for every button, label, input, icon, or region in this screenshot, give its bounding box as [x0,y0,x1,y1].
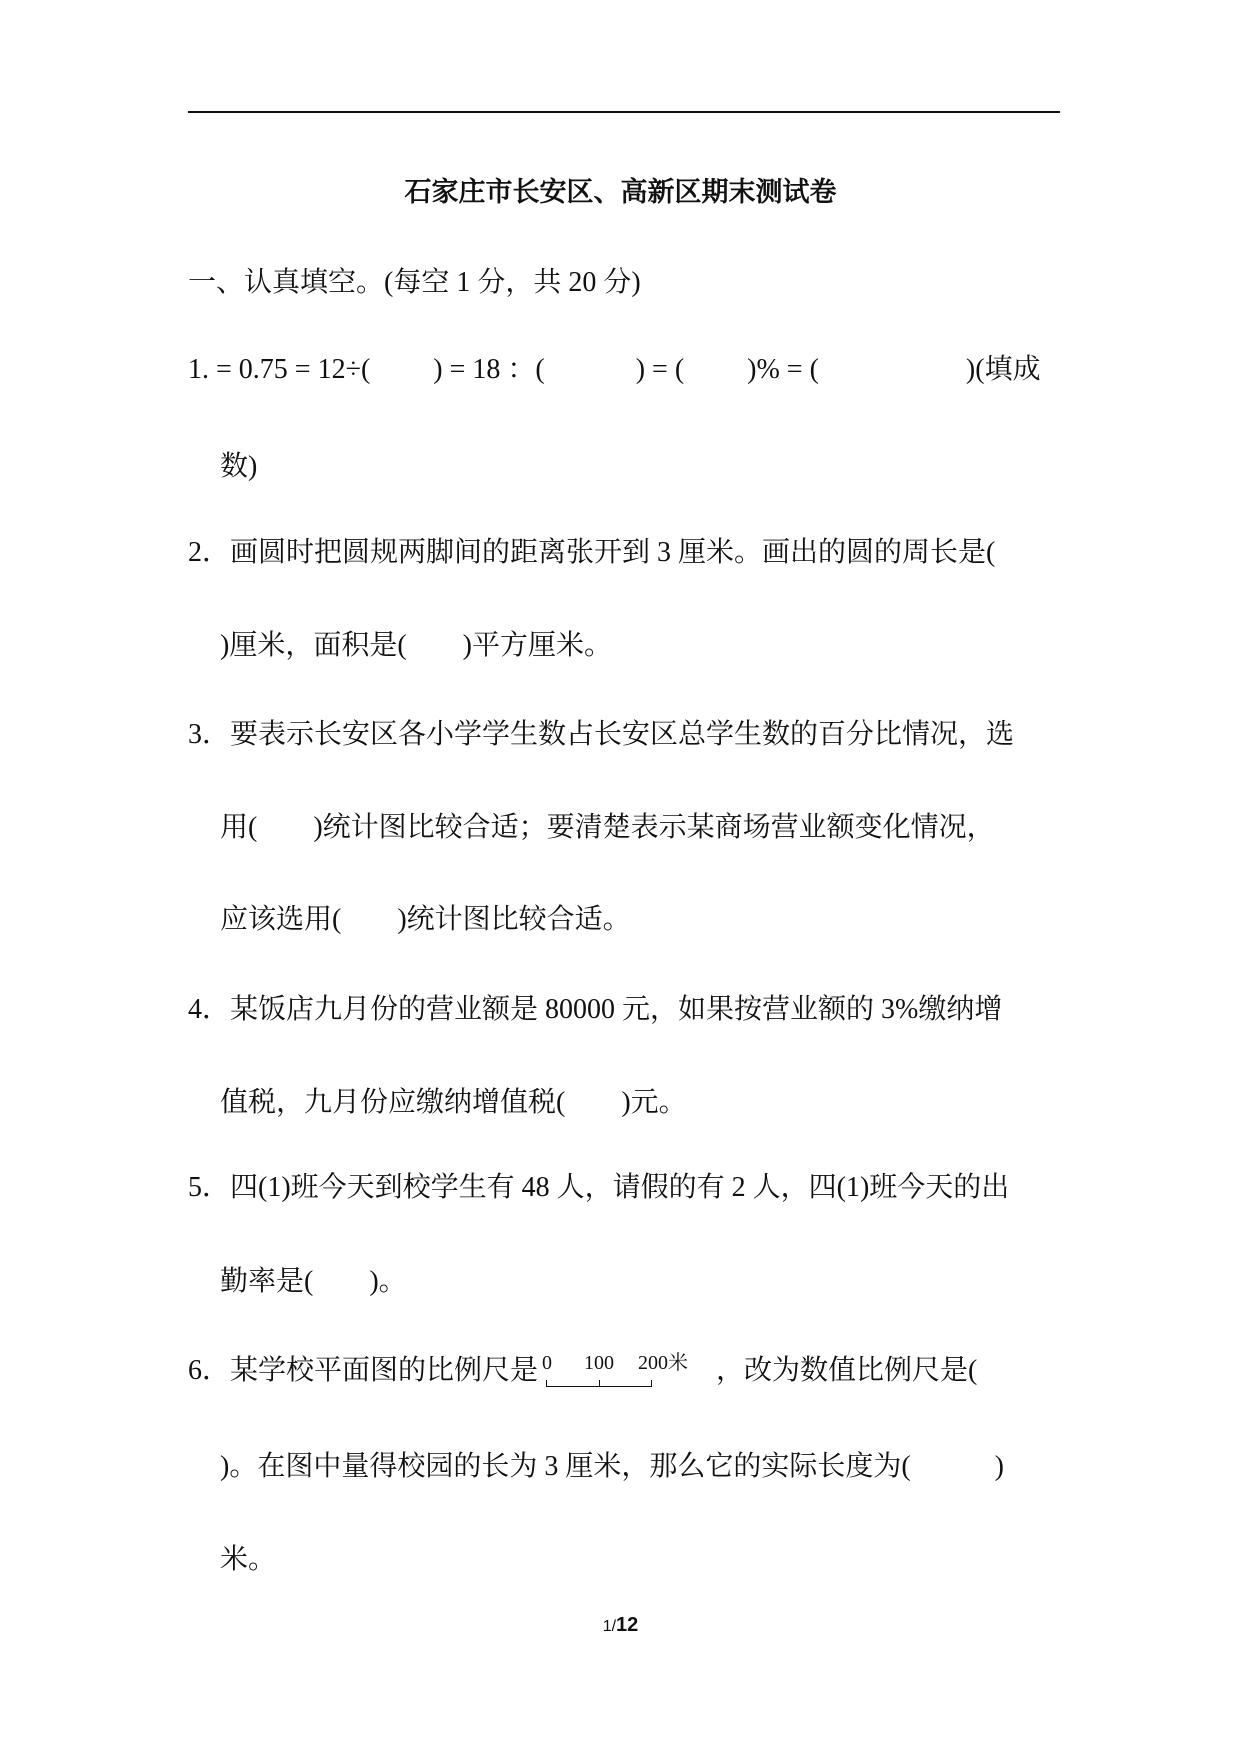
scale-label-100: 100 [584,1352,615,1374]
scale-line [546,1380,652,1387]
question-5-line-1: 5．四(1)班今天到校学生有 48 人，请假的有 2 人，四(1)班今天的出 [188,1172,1010,1203]
page-number [0,1614,1241,1637]
question-6-line-2: )。在图中量得校园的长为 3 厘米，那么它的实际长度为( ) [220,1451,1004,1482]
question-6-text-b: ，改为数值比例尺是( [716,1355,978,1386]
question-1-line-1: 1. = 0.75 = 12÷( ) = 18 ：( ) = ( )% = ( )(填成 [188,354,1041,385]
scale-label-200: 200米 [638,1352,689,1374]
question-5-line-2: 勤率是( )。 [220,1266,407,1297]
page-current: 1/ [602,1618,617,1635]
page-total: 12 [616,1614,639,1636]
question-3-line-2: 用( )统计图比较合适；要清楚表示某商场营业额变化情况， [220,812,995,843]
page-title: 石家庄市长安区、高新区期末测试卷 [404,177,837,208]
question-2-line-1: 2．画圆时把圆规两脚间的距离张开到 3 厘米。画出的圆的周长是( [188,537,996,568]
question-6-text-a: 6．某学校平面图的比例尺是 [188,1355,539,1386]
scale-tick [599,1380,600,1386]
header-rule [188,111,1060,113]
question-1-line-2: 数) [220,451,258,482]
question-3-line-3: 应该选用( )统计图比较合适。 [220,904,631,935]
scale-bar [542,1354,712,1388]
question-3-line-1: 3．要表示长安区各小学学生数占长安区总学生数的百分比情况，选 [188,719,1015,750]
scale-label-0: 0 [542,1352,553,1374]
question-6-line-1 [188,1354,977,1388]
question-4-line-1: 4．某饭店九月份的营业额是 80000 元，如果按营业额的 3%缴纳增 [188,994,1003,1025]
question-2-line-2: )厘米，面积是( )平方厘米。 [220,630,612,661]
section-heading: 一、认真填空。(每空 1 分，共 20 分) [188,267,641,298]
question-4-line-2: 值税，九月份应缴纳增值税( )元。 [220,1087,687,1118]
question-6-line-3: 米。 [220,1544,277,1575]
